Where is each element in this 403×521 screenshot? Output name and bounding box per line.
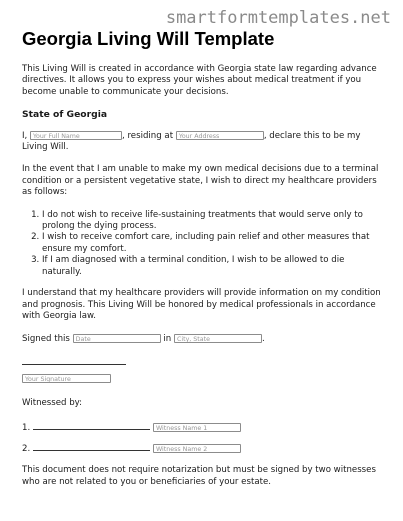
declaration-suffix: , declare this to be my Living Will. bbox=[22, 130, 361, 153]
address-field[interactable]: Your Address bbox=[176, 131, 264, 140]
signed-suffix: . bbox=[261, 334, 265, 345]
intro-paragraph: This Living Will is created in accordance with Georgia state law regarding advance directives. It allows you to express your wishes about medical treatment if you become unable to communicate your decisions. bbox=[22, 64, 377, 97]
witness-signature-line bbox=[33, 444, 150, 451]
signature-field[interactable]: Your Signature bbox=[22, 374, 111, 383]
footer-paragraph: This document does not require notarization but must be signed by two witnesses who are not related to you or beneficiaries of your estate. bbox=[22, 465, 376, 487]
witness-signature-line bbox=[33, 423, 150, 430]
wish-item: 1. I do not wish to receive life-sustaining treatments that would serve only to prolong the dying process. bbox=[42, 210, 384, 233]
witness-row-2 bbox=[22, 444, 384, 455]
declaration-paragraph bbox=[22, 131, 384, 154]
date-field[interactable]: Date bbox=[73, 334, 161, 343]
witness-number: 1. bbox=[22, 422, 31, 433]
signed-middle: in bbox=[160, 334, 174, 345]
declaration-middle: , residing at bbox=[122, 130, 176, 141]
city-state-field[interactable]: City, State bbox=[174, 334, 262, 343]
document-title: Georgia Living Will Template bbox=[22, 28, 275, 49]
signed-paragraph bbox=[22, 334, 384, 345]
document-page bbox=[22, 28, 384, 488]
wishes-list bbox=[22, 210, 384, 278]
witness-number: 2. bbox=[22, 443, 31, 454]
declaration-prefix: I, bbox=[22, 130, 30, 141]
full-name-field[interactable]: Your Full Name bbox=[30, 131, 122, 140]
wish-item: 2. I wish to receive comfort care, including pain relief and other measures that ensure my comfort. bbox=[42, 232, 384, 255]
witness-name-field-2[interactable]: Witness Name 2 bbox=[153, 444, 241, 453]
understand-paragraph: I understand that my healthcare providers will provide information on my condition and prognosis. This Living Will be honored by medical professionals in accordance with Georgia law. bbox=[22, 288, 381, 321]
witness-name-field-1[interactable]: Witness Name 1 bbox=[153, 423, 241, 432]
watermark-logo: smartformtemplates.net bbox=[165, 8, 391, 28]
signature-line bbox=[22, 363, 126, 365]
signed-prefix: Signed this bbox=[22, 334, 73, 345]
state-heading: State of Georgia bbox=[22, 109, 108, 121]
wish-item: 3. If I am diagnosed with a terminal condition, I wish to be allowed to die naturally. bbox=[42, 255, 384, 278]
signature-row bbox=[22, 374, 384, 385]
witnessed-label: Witnessed by: bbox=[22, 398, 83, 409]
event-paragraph: In the event that I am unable to make my own medical decisions due to a terminal condition or a persistent vegetative state, I wish to direct my healthcare providers as follows: bbox=[22, 164, 379, 198]
witness-row-1 bbox=[22, 423, 384, 434]
